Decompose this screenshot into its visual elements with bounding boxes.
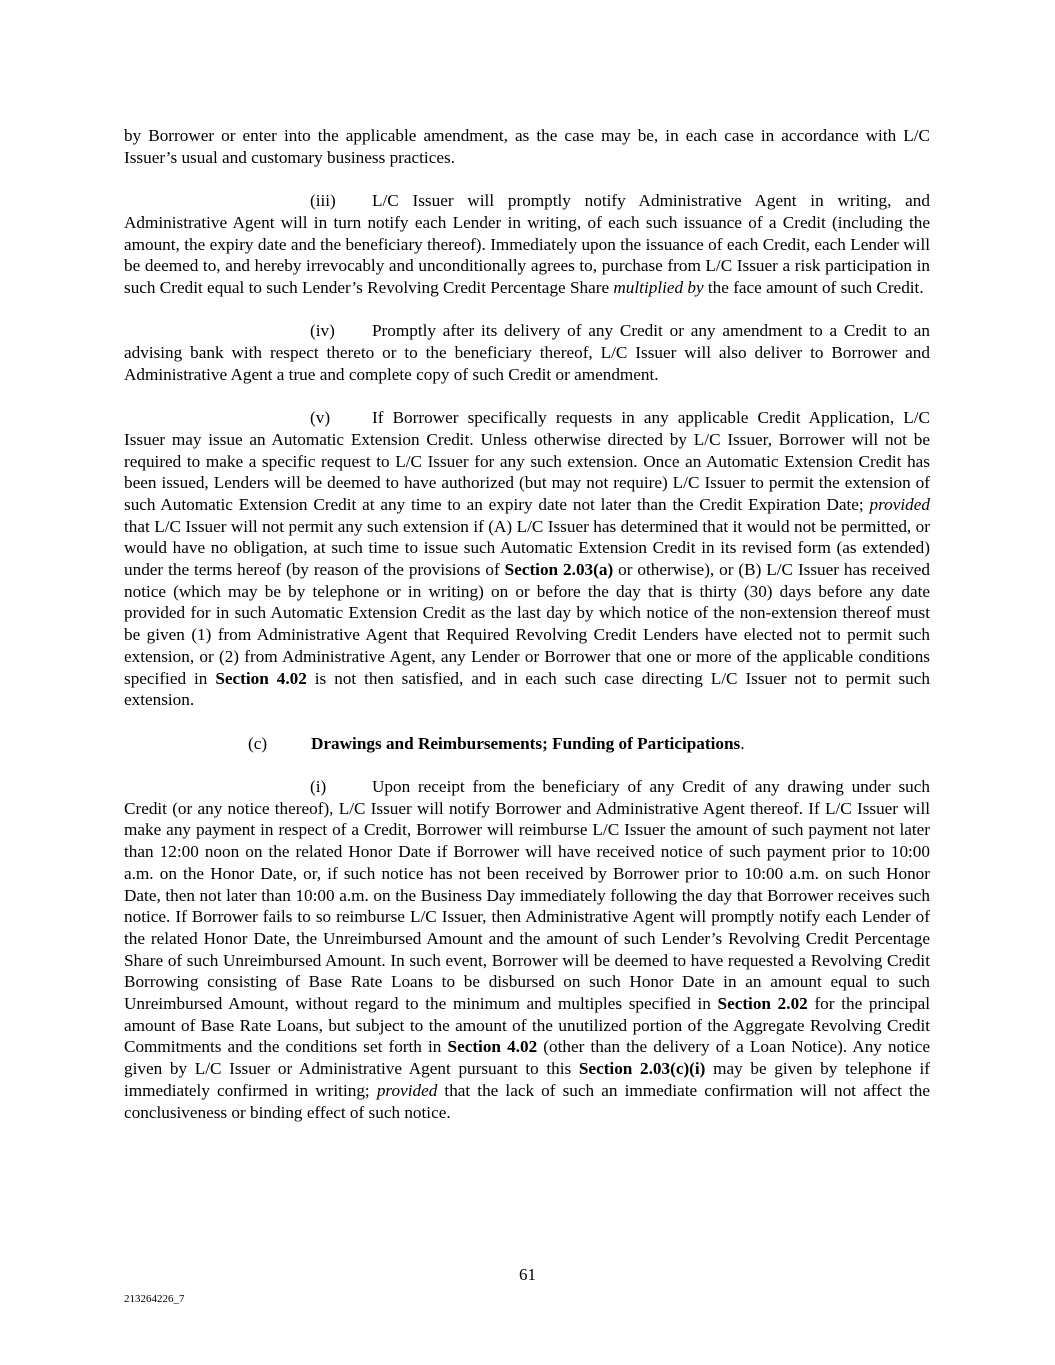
text-run: by Borrower or enter into the applicable amendment, as the case may be, in each case in accordance with L/C Issuer’s usual and customary business practices. (124, 126, 930, 167)
clause-number: (iv) (310, 321, 335, 341)
bold-text: Section 4.02 (215, 668, 307, 688)
paragraph (124, 407, 930, 711)
paragraph (124, 190, 930, 299)
text-run: that the lack of such an immediate confirmation will not affect the conclusiveness or binding effect of such notice. (124, 1080, 930, 1122)
clause-number: (c) (248, 733, 268, 753)
paragraph (124, 125, 930, 168)
text-run: If Borrower specifically requests in any applicable Credit Application, L/C Issuer may issue an Automatic Extension Credit. Unless otherwise directed by L/C Issuer, Borrower will not be required to make a specific request to L/C Issuer for any such extension. Once an Automatic Extension Credit has been issued, Lenders will be deemed to have authorized (but may not require) L/C Issuer to permit the extension of such Automatic Extension Credit at any time to an expiry date not later than the Credit Expiration Date; (124, 408, 930, 514)
italic-text: multiplied by (613, 277, 704, 297)
text-run: (other than the delivery of a Loan Notice). Any notice given by L/C Issuer or Administrative Agent pursuant to this (124, 1037, 931, 1079)
text-run: Promptly after its delivery of any Credit or any amendment to a Credit to an advising bank with respect thereto or to the beneficiary thereof, L/C Issuer will also deliver to Borrower and Administrative Agent a true and complete copy of such Credit or amendment. (124, 321, 930, 384)
page-number: 61 (519, 1265, 536, 1284)
text-run: . (740, 733, 745, 753)
italic-text: provided (869, 494, 930, 514)
bold-text: Drawings and Reimbursements; Funding of Participations (311, 733, 741, 753)
text-run: is not then satisfied, and in each such case directing L/C Issuer not to permit such extension. (124, 668, 931, 710)
clause-number: (i) (310, 777, 327, 797)
text-run: L/C Issuer will promptly notify Administrative Agent in writing, and Administrative Agent will in turn notify each Lender in writing, of each such issuance of a Credit (including the amount, the expiry date and the beneficiary thereof). Immediately upon the issuance of each Credit, each Lender will be deemed to, and hereby irrevocably and unconditionally agrees to, purchase from L/C Issuer a risk participation in such Credit equal to such Lender’s Revolving Credit Percentage Share (124, 191, 930, 297)
text-run: that L/C Issuer will not permit any such extension if (A) L/C Issuer has determined that it would not be permitted, or would have no obligation, at such time to issue such Automatic Extension Credit in its revised form (as extended) under the terms hereof (by reason of the provisions of (124, 516, 930, 580)
clause-number: (v) (310, 408, 331, 428)
paragraph (124, 320, 930, 385)
document-id: 213264226_7 (124, 1293, 185, 1305)
text-run: for the principal amount of Base Rate Loans, but subject to the amount of the unutilized portion of the Aggregate Revolving Credit Commitments and the conditions set forth in (124, 994, 930, 1057)
section-heading (124, 733, 930, 755)
bold-text: Section 4.02 (447, 1037, 538, 1057)
document-body (124, 125, 930, 1145)
bold-text: Section 2.03(a) (504, 560, 614, 580)
italic-text: provided (376, 1080, 438, 1100)
text-run: Upon receipt from the beneficiary of any Credit of any drawing under such Credit (or any notice thereof), L/C Issuer will notify Borrower and Administrative Agent thereof. If L/C Issuer will make any payment in respect of a Credit, Borrower will reimburse L/C Issuer the amount of such payment not later than 12:00 noon on the related Honor Date if Borrower will have received notice of such payment prior to 10:00 a.m. on the Honor Date, or, if such notice has not been received by Borrower prior to 10:00 a.m. on such Honor Date, then not later than 10:00 a.m. on the Business Day immediately following the day that Borrower receives such notice. If Borrower fails to so reimburse L/C Issuer, then Administrative Agent will promptly notify each Lender of the related Honor Date, the Unreimbursed Amount and the amount of such Lender’s Revolving Credit Percentage Share of such Unreimbursed Amount. In such event, Borrower will be deemed to have requested a Revolving Credit Borrowing consisting of Base Rate Loans to be disbursed on such Honor Date in an amount equal to such Unreimbursed Amount, without regard to the minimum and multiples specified in (124, 777, 930, 1014)
text-run: the face amount of such Credit. (703, 277, 924, 297)
text-run: or otherwise), or (B) L/C Issuer has received notice (which may be by telephone or in writing) on or before the day that is thirty (30) days before any date provided for in such Automatic Extension Credit as the last day by which notice of the non-extension thereof must be given (1) from Administrative Agent that Required Revolving Credit Lenders have elected not to permit such extension, or (2) from Administrative Agent, any Lender or Borrower that one or more of the applicable conditions specified in (124, 560, 930, 688)
paragraph (124, 776, 930, 1123)
text-run: may be given by telephone if immediately confirmed in writing; (124, 1059, 930, 1100)
bold-text: Section 2.03(c)(i) (578, 1059, 706, 1079)
clause-number: (iii) (310, 191, 336, 211)
bold-text: Section 2.02 (717, 994, 808, 1014)
